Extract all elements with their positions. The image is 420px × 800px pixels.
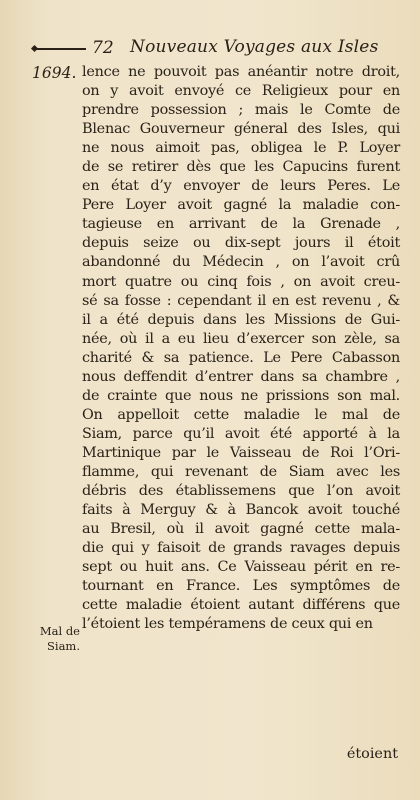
text-line: flamme, qui revenant de Siam avec les (82, 463, 400, 480)
catchword: étoient (346, 746, 398, 762)
text-line: née, où il a eu lieu d’exercer son zèle, sa (82, 330, 400, 347)
text-line: cette maladie étoient autant différens que (82, 597, 400, 614)
text-line: depuis seize ou dix-sept jours il étoit (82, 235, 400, 252)
text-line: Siam, parce qu’il avoit été apporté à la (82, 425, 400, 442)
text-line: de se retirer dès que les Capucins furent (82, 159, 400, 176)
page-header (30, 36, 390, 58)
text-line: Blenac Gouverneur géneral des Isles, qui (82, 121, 400, 138)
text-line: die qui y faisoit de grands ravages depuis (82, 540, 400, 557)
text-line: sé sa fosse : cependant il en est revenu , & (82, 292, 400, 309)
text-line: tournant en France. Les symptômes de (82, 578, 400, 595)
text-line: charité & sa patience. Le Pere Cabasson (82, 349, 400, 366)
text-line: au Bresil, où il avoit gagné cette mala- (82, 521, 400, 538)
margin-year: 1694. (32, 64, 77, 82)
text-line: en état d’y envoyer de leurs Peres. Le (82, 178, 400, 195)
text-line: il a été depuis dans les Missions de Gui- (82, 311, 400, 328)
text-line: On appelloit cette maladie le mal de (82, 406, 400, 423)
text-line: lence ne pouvoit pas anéantir notre droit, (82, 64, 400, 80)
margin-note: Mal de Siam. (39, 624, 80, 653)
text-line: l’étoient les tempéramens de ceux qui en (82, 616, 373, 633)
text-line: faits à Merguy & à Bancok avoit touché (82, 502, 400, 519)
text-line: Martinique par le Vaisseau de Roi l’Ori- (82, 444, 400, 461)
page-number: 72 (92, 38, 114, 58)
body-text (82, 63, 400, 634)
text-line: nous deffendit d’entrer dans sa chambre , (82, 368, 400, 385)
text-line: débris des établissemens que l’on avoit (82, 483, 400, 500)
text-line: prendre possession ; mais le Comte de (82, 102, 400, 119)
header-rule (36, 48, 86, 50)
text-line: tagieuse en arrivant de la Grenade , (82, 216, 400, 233)
text-line: mort quatre ou cinq fois , on avoit creu- (82, 273, 400, 290)
running-title: Nouveaux Voyages aux Isles (130, 37, 379, 57)
text-line: on y avoit envoyé ce Religieux pour en (82, 83, 400, 100)
text-line: de crainte que nous ne prissions son mal. (82, 387, 400, 404)
text-line: abandonné du Médecin , on l’avoit crû (82, 254, 400, 271)
text-line: ne nous aimoit pas, obligea le P. Loyer (82, 140, 400, 157)
text-line: Pere Loyer avoit gagné la maladie con- (82, 197, 400, 214)
text-line: sept ou huit ans. Ce Vaisseau périt en re- (82, 559, 400, 576)
